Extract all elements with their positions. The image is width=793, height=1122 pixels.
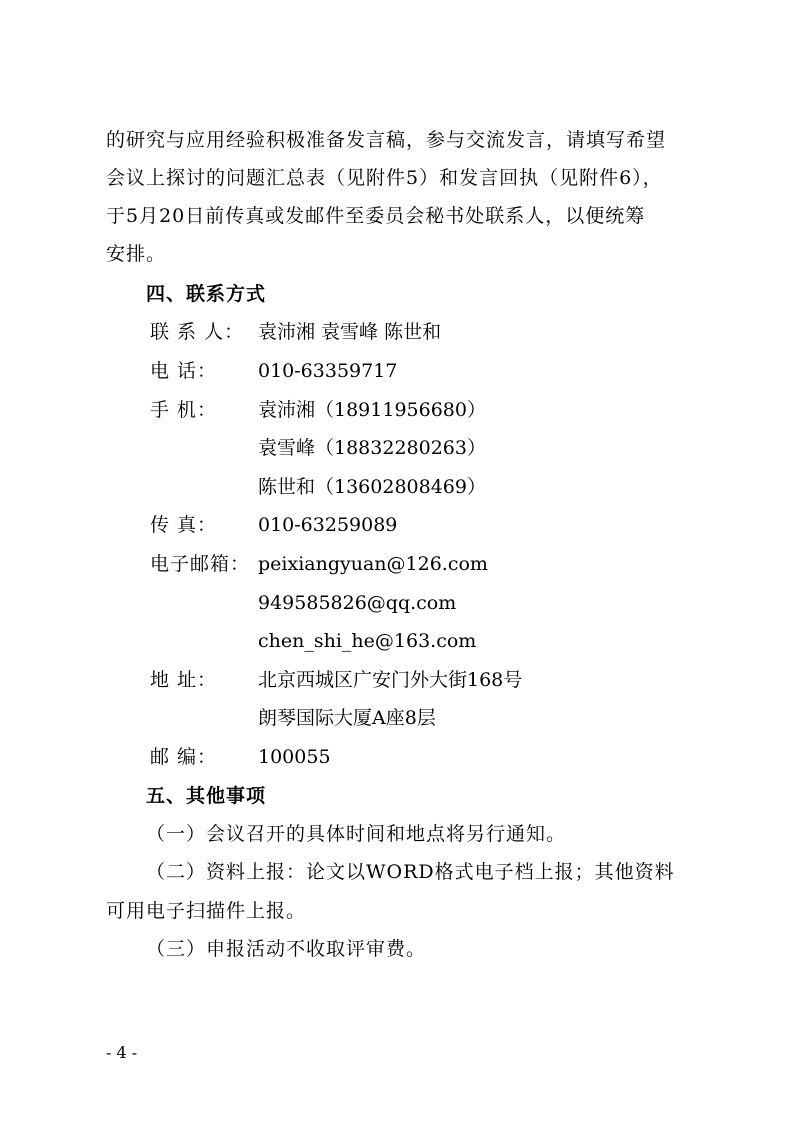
section-5-heading: 五、其他事项 xyxy=(146,785,267,807)
page-number: - 4 - xyxy=(106,1043,138,1062)
fax-label: 传 真： xyxy=(150,514,218,536)
intro-line-2: 会议上探讨的问题汇总表（见附件5）和发言回执（见附件6）， xyxy=(106,167,663,189)
mobile-label: 手 机： xyxy=(150,399,218,421)
address-value-2: 朗琴国际大厦A座8层 xyxy=(258,707,436,729)
address-value-1: 北京西城区广安门外大街168号 xyxy=(258,669,523,691)
other-item-2: （二）资料上报：论文以WORD格式电子档上报；其他资料 xyxy=(146,861,675,883)
other-item-3: （三）申报活动不收取评审费。 xyxy=(146,938,427,960)
phone-label: 电 话： xyxy=(150,360,218,382)
phone-value: 010-63359717 xyxy=(258,360,398,382)
email-label: 电子邮箱： xyxy=(150,553,251,575)
intro-line-1: 的研究与应用经验积极准备发言稿，参与交流发言，请填写希望 xyxy=(106,129,667,151)
postcode-value: 100055 xyxy=(258,746,331,768)
mobile-value-2: 袁雪峰（18832280263） xyxy=(258,437,486,459)
other-item-2-continued: 可用电子扫描件上报。 xyxy=(106,900,307,922)
fax-value: 010-63259089 xyxy=(258,514,398,536)
email-value-3: chen_shi_he@163.com xyxy=(258,630,477,652)
contact-label: 联 系 人： xyxy=(150,321,245,343)
section-4-heading: 四、联系方式 xyxy=(146,283,267,305)
contact-value: 袁沛湘 袁雪峰 陈世和 xyxy=(258,321,442,343)
address-label: 地 址： xyxy=(150,669,218,691)
email-value-1: peixiangyuan@126.com xyxy=(258,553,488,575)
intro-line-3: 于5月20日前传真或发邮件至委员会秘书处联系人，以便统筹 xyxy=(106,205,646,227)
postcode-label: 邮 编： xyxy=(150,746,218,768)
intro-line-4: 安排。 xyxy=(106,243,167,265)
other-item-1: （一）会议召开的具体时间和地点将另行通知。 xyxy=(146,823,567,845)
mobile-value-3: 陈世和（13602808469） xyxy=(258,476,486,498)
email-value-2: 949585826@qq.com xyxy=(258,592,457,614)
mobile-value-1: 袁沛湘（18911956680） xyxy=(258,399,486,421)
